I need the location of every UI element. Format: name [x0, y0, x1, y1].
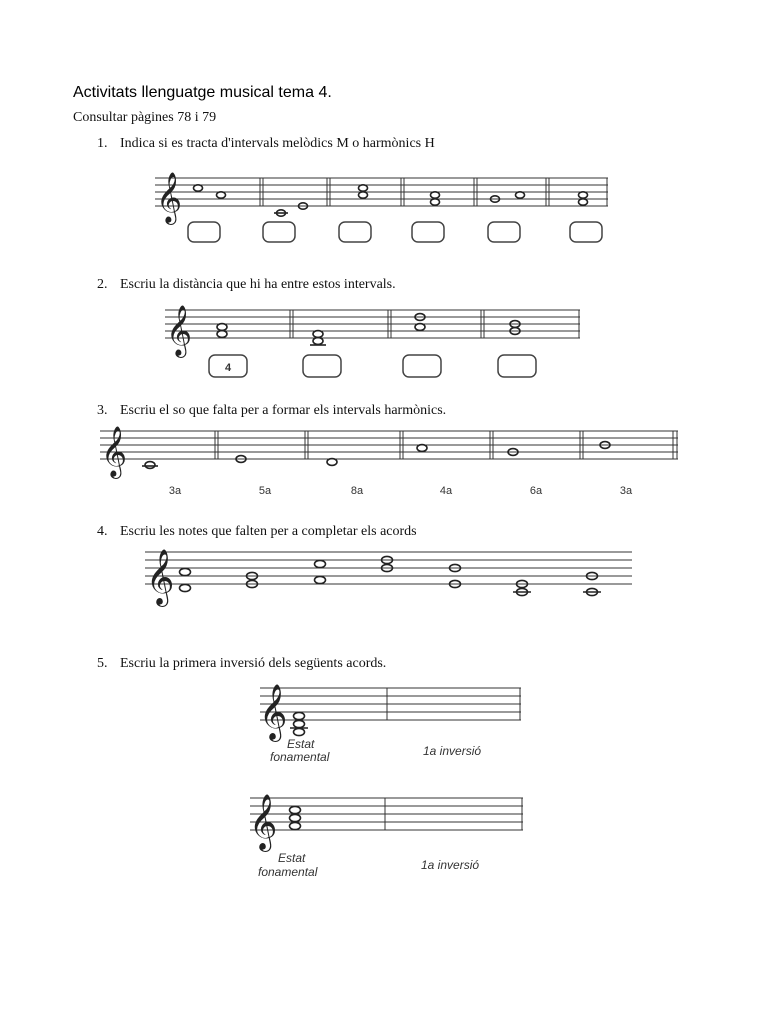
exercise-text: Escriu la distància que hi ha entre estos intervals.	[120, 277, 396, 292]
answer-box	[570, 222, 602, 242]
interval-label: 3a	[168, 485, 182, 497]
answer-box	[303, 355, 341, 377]
exercise-text: Escriu el so que falta per a formar els intervals harmònics.	[120, 403, 447, 418]
inversion-label: 1a inversió	[421, 858, 480, 872]
treble-clef-icon: 𝄞	[146, 549, 175, 605]
interval-label: 4a	[439, 485, 453, 497]
exercise-number: 4.	[97, 524, 108, 539]
exercise-5-instruction	[97, 656, 386, 672]
answer-box	[488, 222, 520, 242]
page-title: Activitats llenguatge musical tema 4.	[73, 84, 332, 101]
exercise-3-instruction	[97, 403, 446, 419]
exercise-number: 3.	[97, 403, 108, 418]
interval-label: 6a	[529, 485, 543, 497]
treble-clef-icon: 𝄞	[259, 684, 288, 740]
treble-clef-icon: 𝄞	[156, 172, 183, 223]
exercise-3-staff	[95, 428, 685, 500]
exercise-number: 2.	[97, 277, 108, 292]
answer-box	[188, 222, 220, 242]
exercise-5-staff-1	[255, 678, 530, 768]
exercise-4-instruction	[97, 524, 417, 540]
exercise-4-staff	[140, 548, 640, 608]
state-label: Estat	[278, 851, 306, 865]
page-subtitle: Consultar pàgines 78 i 79	[73, 110, 217, 125]
exercise-2-staff	[160, 305, 590, 385]
treble-clef-icon: 𝄞	[101, 426, 128, 477]
exercise-5-staff-2	[245, 788, 530, 883]
treble-clef-icon: 𝄞	[249, 794, 278, 850]
exercise-text: Escriu les notes que falten per a completar els acords	[120, 524, 417, 539]
exercise-1-instruction	[97, 136, 435, 152]
answer-box	[412, 222, 444, 242]
interval-label: 3a	[619, 485, 633, 497]
exercise-1-staff	[150, 168, 620, 248]
exercise-number: 1.	[97, 136, 108, 151]
answer-example: 4	[224, 362, 232, 374]
answer-box	[403, 355, 441, 377]
exercise-text: Escriu la primera inversió dels següents acords.	[120, 656, 387, 671]
interval-label: 8a	[350, 485, 364, 497]
exercise-number: 5.	[97, 656, 108, 671]
exercise-text: Indica si es tracta d'intervals melòdics M o harmònics H	[120, 136, 435, 151]
treble-clef-icon: 𝄞	[166, 305, 193, 356]
state-label: fonamental	[258, 865, 318, 879]
exercise-2-instruction	[97, 277, 396, 293]
answer-box	[263, 222, 295, 242]
state-label: Estat	[287, 737, 315, 751]
answer-box	[498, 355, 536, 377]
answer-box	[339, 222, 371, 242]
interval-label: 5a	[258, 485, 272, 497]
inversion-label: 1a inversió	[423, 744, 482, 758]
state-label: fonamental	[270, 750, 330, 764]
